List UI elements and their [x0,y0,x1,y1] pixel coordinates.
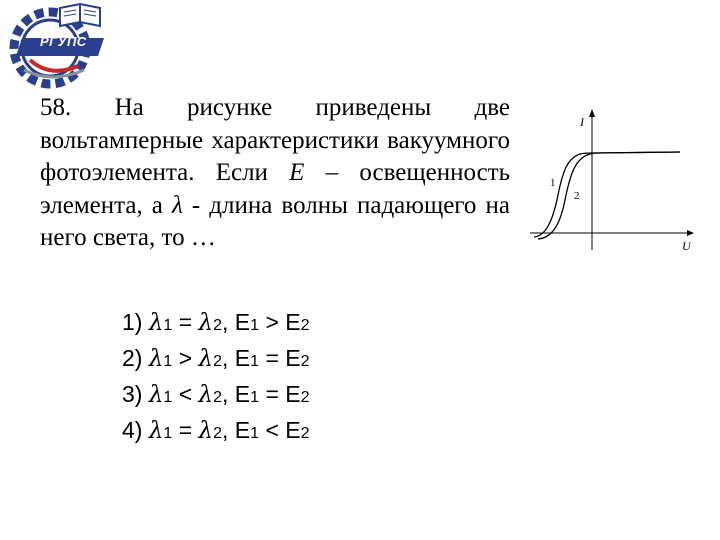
y-axis-arrow [589,109,595,117]
variable-e: E [289,159,305,186]
answer-option-1: 1) λ1 = λ2, E1 > E2 [122,309,310,336]
x-axis-label: U [682,239,691,253]
x-axis-arrow [687,230,694,236]
logo-title: РГУПС [40,34,87,49]
y-axis-label: I [580,115,584,129]
answer-option-2: 2) λ1 > λ2, E1 = E2 [122,345,310,372]
answer-option-4: 4) λ1 = λ2, E1 < E2 [122,417,310,444]
curve-2 [538,152,680,239]
question-part-2: – освещенность элемента, а [40,159,510,219]
curve-2-label: 2 [574,190,580,202]
answer-option-3: 3) λ1 < λ2, E1 = E2 [122,381,310,408]
question-number: 58. [40,94,72,121]
book-icon [60,4,100,26]
iv-characteristics-graph [528,100,698,260]
question-part-1: На рисунке приведены две вольтамперные характеристики вакуумного фотоэлемента. Если [40,94,510,186]
curve-1 [534,152,680,237]
curve-1-label: 1 [550,177,556,189]
answer-list [122,306,310,450]
variable-lambda: λ [171,191,183,219]
question-part-3: - длина волны падающего на него света, то … [40,191,510,251]
question-text [40,92,510,255]
